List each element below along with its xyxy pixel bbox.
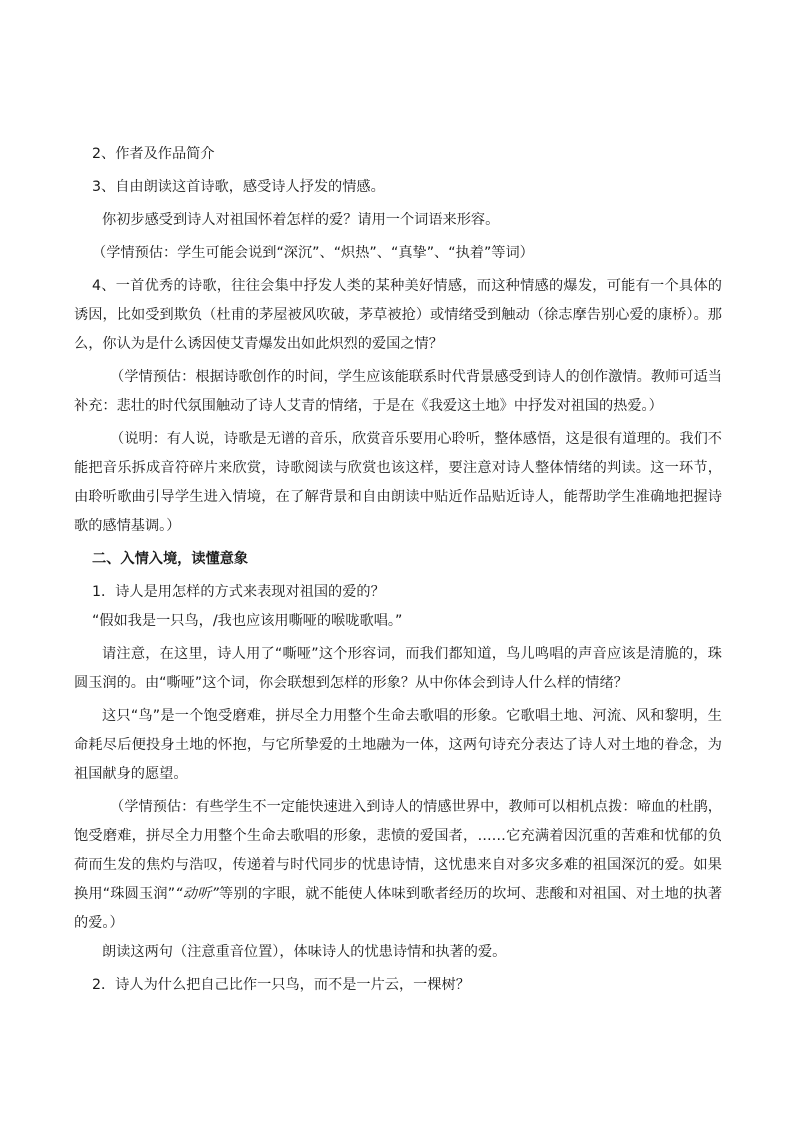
paragraph-prediction-cuckoo (74, 793, 722, 938)
paragraph-question-method: 1．诗人是用怎样的方式来表现对祖国的爱的？ (92, 584, 385, 600)
paragraph-free-reading: 3、自由朗读这首诗歌，感受诗人抒发的情感。 (92, 179, 385, 195)
paragraph-prediction-background: （学情预估：根据诗歌创作的时间，学生应该能联系时代背景感受到诗人的创作激情。教师可适当补充：悲壮的时代氛围触动了诗人艾青的情绪，于是在《我爱这土地》中抒发对祖国的热爱。） (74, 369, 722, 414)
prediction-text-pleasant: “动听” (175, 886, 219, 902)
prediction-text-main: （学情预估：有些学生不一定能快速进入到诗人的情感世界中，教师可以相机点拨：啼血的杜鹃，饱受磨难，拼尽全力用整个生命去歌唱的形象，悲愤的爱国者，……它充满着因沉重的苦难和忧郁的负荷而生发的焦灼与浩叹，传递着与时代同步的忧患诗情，这忧患来自对多灾多难的祖国深沉的爱。如果换用“珠圆玉润” (74, 799, 722, 902)
paragraph-bird-image: 这只“鸟”是一个饱受磨难，拼尽全力用整个生命去歌唱的形象。它歌唱土地、河流、风和黎明，生命耗尽后便投身土地的怀抱，与它所挚爱的土地融为一体，这两句诗充分表达了诗人对土地的眷念，为祖国献身的愿望。 (74, 708, 722, 782)
paragraph-poem-trigger: 4、一首优秀的诗歌，往往会集中抒发人类的某种美好情感，而这种情感的爆发，可能有一个具体的诱因，比如受到欺负（杜甫的茅屋被风吹破，茅草被抢）或情绪受到触动（徐志摩告别心爱的康桥）。那么，你认为是什么诱因使艾青爆发出如此炽烈的爱国之情？ (74, 278, 722, 352)
paragraph-prediction-words: （学情预估：学生可能会说到“深沉”、“炽热”、“真挚”、“执着”等词） (92, 245, 534, 261)
paragraph-author-intro: 2、作者及作品简介 (92, 146, 215, 162)
paragraph-poem-quote: “假如我是一只鸟，/我也应该用嘶哑的喉咙歌唱。” (92, 613, 403, 629)
prediction-text-tail: 等别的字眼，就不能使人体味到歌者经历的坎坷、悲酸和对祖国、对土地的执著的爱。） (74, 886, 723, 931)
paragraph-question-bird: 2．诗人为什么把自己比作一只鸟，而不是一片云，一棵树？ (92, 977, 470, 993)
paragraph-explanation-music: （说明：有人说，诗歌是无谱的音乐，欣赏音乐要用心聆听，整体感悟，这是很有道理的。我们不能把音乐拆成音符碎片来欣赏，诗歌阅读与欣赏也该这样，要注意对诗人整体情绪的判读。这一环节，由聆听歌曲引导学生进入情境，在了解背景和自由朗读中贴近作品贴近诗人，能帮助学生准确地把握诗歌的感情基调。） (74, 431, 722, 534)
section-heading-imagery: 二、入情入境，读懂意象 (92, 551, 249, 567)
paragraph-hoarse-analysis: 请注意，在这里，诗人用了“嘶哑”这个形容词，而我们都知道，鸟儿鸣唱的声音应该是清脆的，珠圆玉润的。由“嘶哑”这个词，你会联想到怎样的形象？从中你体会到诗人什么样的情绪？ (74, 646, 722, 691)
document-body (74, 140, 722, 1000)
paragraph-read-aloud: 朗读这两句（注意重音位置），体味诗人的忧患诗情和执著的爱。 (102, 944, 507, 960)
paragraph-question-love: 你初步感受到诗人对祖国怀着怎样的爱？请用一个词语来形容。 (102, 212, 500, 228)
